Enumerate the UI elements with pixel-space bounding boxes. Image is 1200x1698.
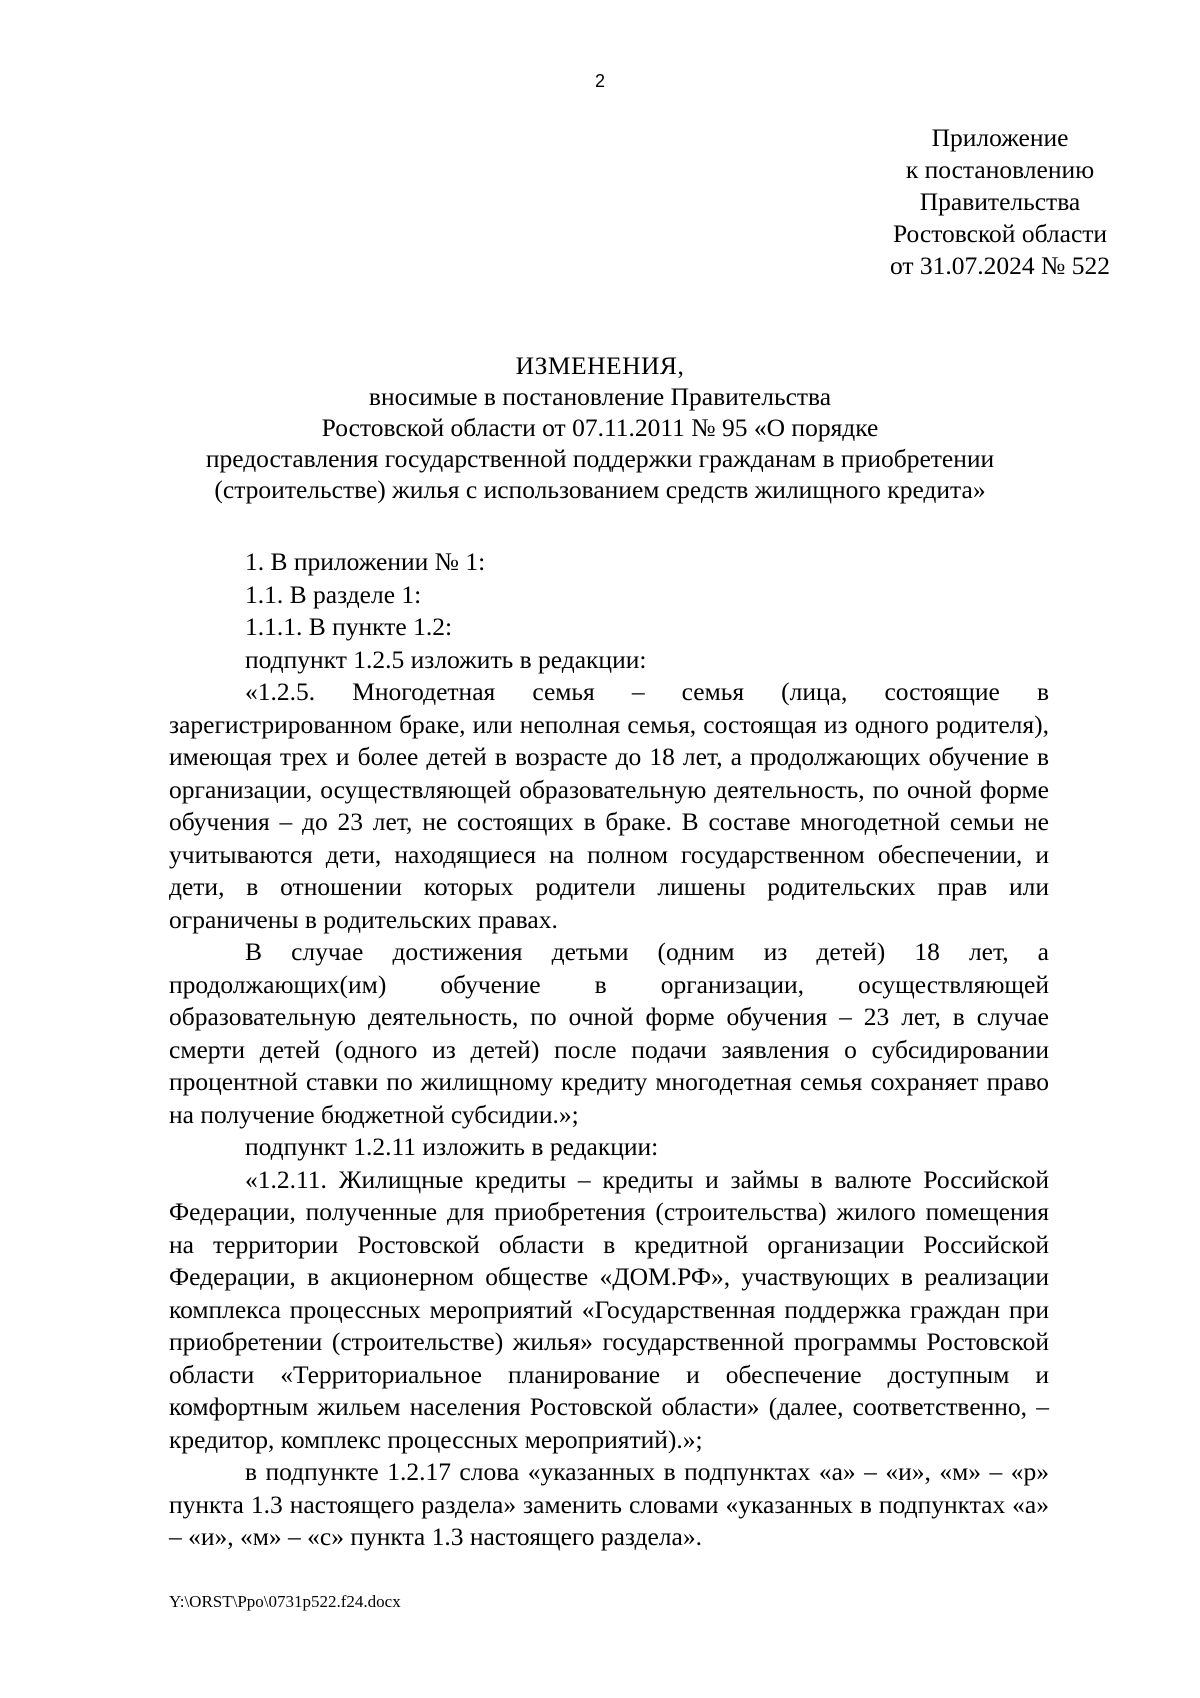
appendix-line: к постановлению — [905, 155, 1095, 184]
paragraph: 1.1.1. В пункте 1.2: — [245, 612, 453, 641]
appendix-line: Приложение — [931, 123, 1069, 152]
title-line: Ростовской области от 07.11.2011 № 95 «О порядке — [321, 413, 879, 442]
paragraph: 1.1. В разделе 1: — [245, 579, 422, 609]
appendix-line: Ростовской области — [892, 219, 1108, 248]
paragraph: «1.2.11. Жилищные кредиты – кредиты и займы в валюте Российской Федерации, полученные для приобретения (строительства) жилого помещения на территории Ростовской области в кредитной организации Российской Федерации, в акционерном обществе «ДОМ.РФ», участвующих в реализации комплекса процессных мероприятий «Государственная поддержка граждан при приобретении (строительстве) жилья» государственной программы Ростовской области «Территориальное планирование и обеспечение доступным и комфортным жильем населения Ростовской области» (далее, соответственно, – кредитор, комплекс процессных мероприятий).»; — [169, 1164, 1049, 1454]
footer-file-path: Y:\ORST\Ppo\0731p522.f24.docx — [169, 1592, 401, 1611]
appendix-line: Правительства — [919, 187, 1081, 216]
appendix-line: от 31.07.2024 № 522 — [889, 251, 1110, 280]
title-heading: ИЗМЕНЕНИЯ, — [515, 351, 685, 380]
appendix-block — [800, 122, 1200, 282]
page-number: 2 — [594, 71, 605, 91]
paragraph: в подпункте 1.2.17 слова «указанных в подпунктах «а» – «и», «м» – «р» пункта 1.3 настоящего раздела» заменить словами «указанных в подпунктах «а» – «и», «м» – «с» пункта 1.3 настоящего раздела». — [169, 1457, 1049, 1551]
paragraph: подпункт 1.2.11 изложить в редакции: — [245, 1132, 659, 1161]
paragraph: подпункт 1.2.5 изложить в редакции: — [245, 644, 647, 674]
document-body — [169, 546, 1049, 1554]
paragraph: «1.2.5. Многодетная семья – семья (лица, состоящие в зарегистрированном браке, или неполная семья, состоящая из одного родителя), имеющая трех и более детей в возрасте до 18 лет, а продолжающих обучение в организации, осуществляющей образовательную деятельность, по очной форме обучения – до 23 лет, не состоящих в браке. В составе многодетной семьи не учитываются дети, находящиеся на полном государственном обеспечении, и дети, в отношении которых родители лишены родительских прав или ограничены в родительских правах. — [169, 677, 1049, 934]
title-line: предоставления государственной поддержки гражданам в приобретении — [205, 444, 995, 473]
title-line: вносимые в постановление Правительства — [368, 382, 832, 411]
document-title — [150, 350, 1050, 505]
paragraph: В случае достижения детьми (одним из детей) 18 лет, а продолжающих(им) обучение в организации, осуществляющей образовательную деятельность, по очной форме обучения – 23 лет, в случае смерти детей (одного из детей) после подачи заявления о субсидировании процентной ставки по жилищному кредиту многодетная семья сохраняет право на получение бюджетной субсидии.»; — [169, 937, 1049, 1129]
paragraph: 1. В приложении № 1: — [245, 547, 486, 576]
title-line: (строительстве) жилья с использованием средств жилищного кредита» — [214, 475, 986, 504]
